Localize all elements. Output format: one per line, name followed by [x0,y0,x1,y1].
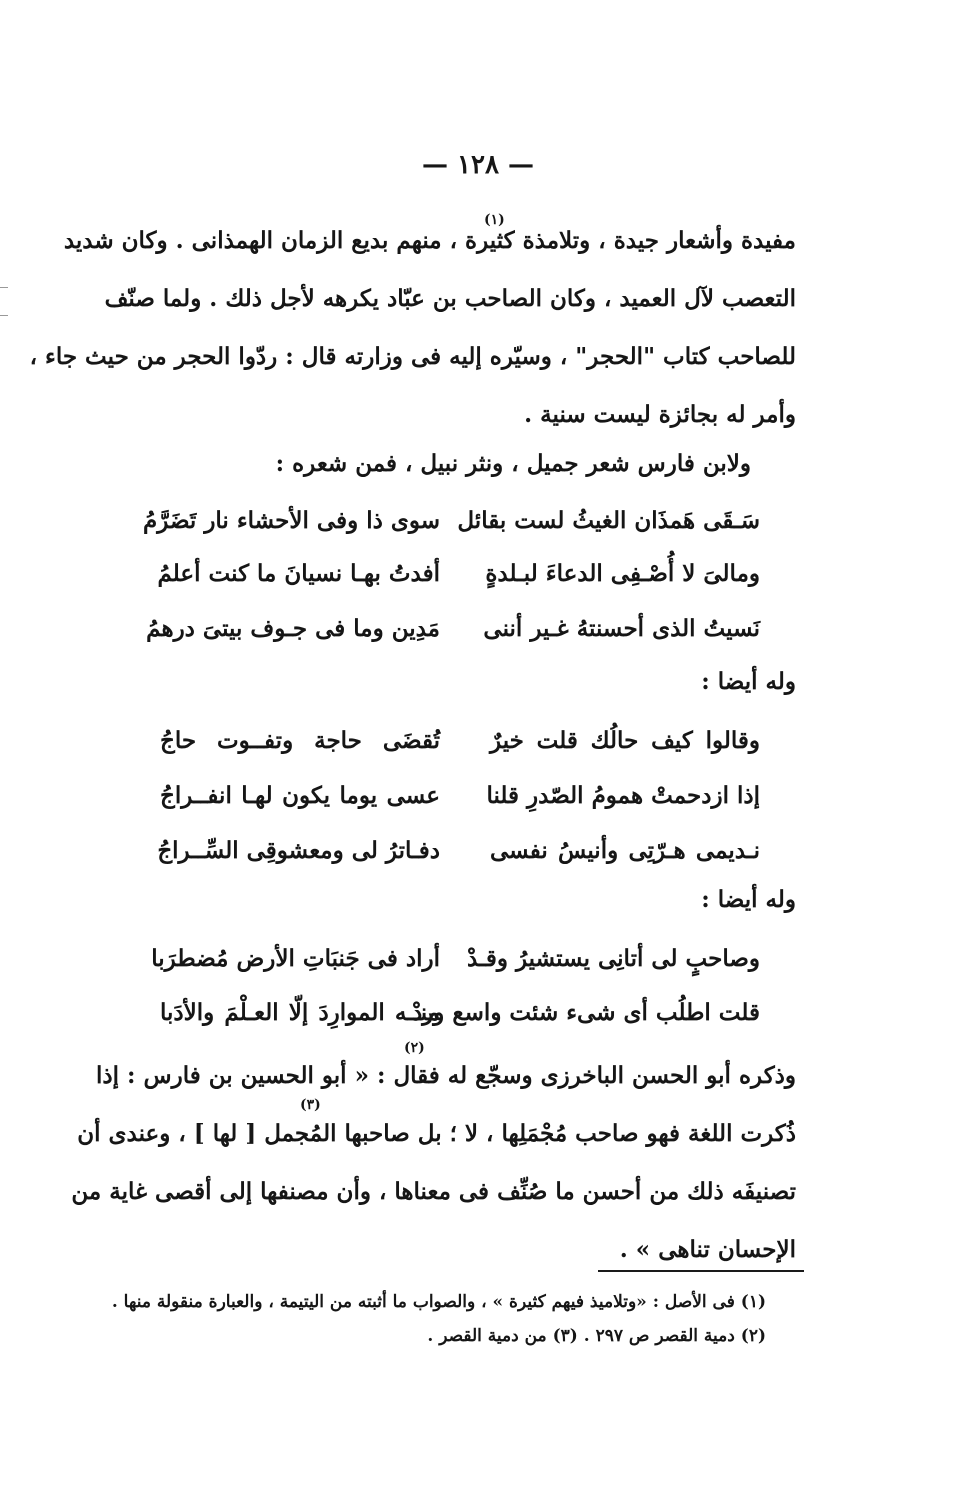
verse-row [157,826,760,876]
verse-second-hemistich: دفـاترُ لى ومعشوقِى السِّــراجُ [157,837,440,864]
verse-first-hemistich: وقالوا كيف حالُك قلت خيرٌ [490,727,760,754]
paragraph-line: الإحسان تناهى » . [619,1236,796,1263]
verse-row [146,604,760,654]
verse-first-hemistich: ومالىَ لا أُصْـفِى الدعاءَ لبـلدةٍ [485,560,760,587]
verse-second-hemistich: مَدِين وما فى جـوف بيتىَ درهمُ [146,615,440,642]
paragraph-line: تصنيفَه ذلك من أحسن ما صُنِّف فى معناها ، وأن مصنفها إلى أقصى غاية من [71,1178,796,1205]
verse-first-hemistich: سَـقَى هَمذَان الغيثُ لست بقائل [457,507,760,534]
poem-intro: وله أيضا : [701,886,796,913]
verse-row [160,771,760,821]
verse-row [143,496,760,546]
footnote-mark-1: (١) [484,212,505,228]
paragraph-line: للصاحب كتاب "الحجر" ، وسيّره إليه فى وزارته قال : ردّوا الحجر من حيث جاء ، [29,343,796,370]
verse-row [160,716,760,766]
footnote-mark-2: (٢) [404,1040,425,1056]
verse-row [151,934,760,984]
verse-first-hemistich: إذا ازدحمتْ همومُ الصّدرِ قلنا [486,782,760,809]
footnote-2: (٢) دمية القصر ص ٢٩٧ . (٣) من دمية القصر . [427,1326,766,1346]
verse-first-hemistich: نـديمى هـرّتِى وأنيسُ نفسى [490,837,760,864]
verse-second-hemistich: أراد فى جَنبَاتِ الأرض مُضطرَبا [151,945,440,972]
poem-intro: ولابن فارس شعر جميل ، ونثر نبيل ، فمن شعره : [275,450,751,477]
verse-second-hemistich: سوى ذا وفى الأحشاء نار تَضَرَّمُ [143,507,440,534]
paragraph-1 [29,212,796,444]
verse-row [157,549,760,599]
scan-margin-mark [0,287,8,288]
verse-second-hemistich: منــه الموارِدَ إلّا العـلْمَ والأدَبا [160,999,440,1026]
footnote-1: (١) فى الأصل : «وتلاميذ فيهم كثيرة » ، والصواب ما أثبته من اليتيمة ، والعبارة منقولة منها . [111,1292,766,1312]
verse-first-hemistich: نَسيتُ الذى أحسنتهُ غـير أننى [483,615,760,642]
verse-row [160,988,760,1038]
verse-second-hemistich: تُقضَى حاجة وتفــوت حاجُ [160,727,440,754]
scan-margin-mark [0,315,8,316]
verse-first-hemistich: قلت اطلُب أى شىء شئت واسع وردْ [411,999,760,1026]
paragraph-line: وذكره أبو الحسن الباخرزى وسجّع له فقال : « أبو الحسين بن فارس : إذا [96,1062,796,1089]
paragraph-line: وأمر له بجائزة ليست سنية . [524,401,796,428]
paragraph-line: مفيدة وأشعار جيدة ، وتلامذة كثيرة ، منهم بديع الزمان الهمذانى . وكان شديد [63,227,796,254]
poem-intro: وله أيضا : [701,668,796,695]
paragraph-line: التعصب لآل العميد ، وكان الصاحب بن عبّاد يكرهه لأجل ذلك . ولما صنّف [104,285,796,312]
paragraph-line: ذُكرت اللغة فهو صاحب مُجْمَلِها ، لا ؛ بل صاحبها المُجمل [ لها ] ، وعندى أن [77,1120,796,1147]
paragraph-2 [71,1047,796,1279]
verse-first-hemistich: وصاحبٍ لى أتانِى يستشيرُ وقـدْ [467,945,760,972]
page-number: — ١٢٨ — [421,150,535,180]
footnote-divider [598,1270,804,1272]
verse-second-hemistich: عسى يوما يكون لهـا انفــراجُ [160,782,440,809]
footnote-mark-3: (٣) [300,1097,321,1113]
verse-second-hemistich: أفدتُ بهـا نسيانَ ما كنت أعلمُ [157,560,440,587]
